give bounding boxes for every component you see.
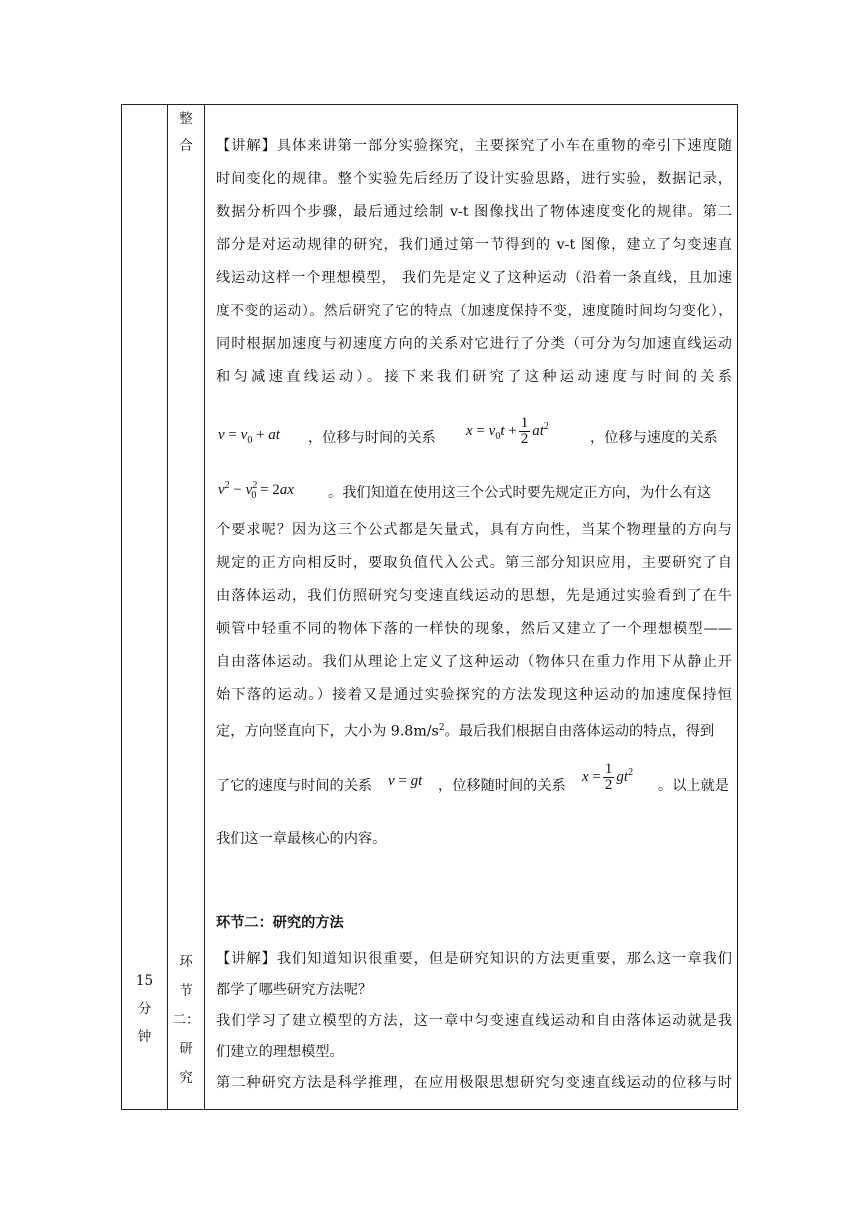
- text-fragment: 定，方向竖直向下，大小为 9.8m/s: [216, 723, 439, 740]
- time-unit-char: 钟: [137, 1029, 152, 1045]
- text-fragment: 。我们知道在使用这三个公式时要先规定正方向，为什么有这: [328, 485, 712, 501]
- text-line: 【讲解】具体来讲第一部分实验探究，主要探究了小车在重物的牵引下速度随: [216, 138, 732, 154]
- text-line: 第二种研究方法是科学推理，在应用极限思想研究匀变速直线运动的位移与时: [216, 1075, 732, 1091]
- text-line: 自由落体运动。我们从理论上定义了这种运动（物体只在重力作用下从静止开: [216, 654, 732, 670]
- text-fragment: ，位移与速度的关系: [590, 430, 718, 446]
- text-line: 我们这一章最核心的内容。: [216, 831, 387, 847]
- stage-char: 节: [179, 983, 193, 999]
- formula-displacement-time: $x = v_0t$ + $\frac{1}{2}$ $at^2$: [466, 415, 549, 447]
- text-fragment: ，位移与时间的关系: [308, 430, 436, 446]
- stage-char: 合: [179, 138, 193, 154]
- text-line: 数据分析四个步骤，最后通过绘制 v-t 图像找出了物体速度变化的规律。第二: [216, 204, 732, 220]
- section-heading: 环节二：研究的方法: [216, 915, 344, 931]
- stage-char: 研: [179, 1041, 193, 1057]
- formula-freefall-velocity: v = gt: [388, 773, 423, 789]
- stage-char: 二：: [172, 1012, 200, 1028]
- text-line: 和匀减速直线运动）。接下来我们研究了这种运动速度与时间的关系: [216, 369, 732, 385]
- methods-paragraph: [216, 944, 732, 1099]
- text-line: 规定的正方向相反时，要取负值代入公式。第三部分知识应用，主要研究了自: [216, 555, 732, 571]
- text-line: 顿管中轻重不同的物体下落的一样快的现象，然后又建立了一个理想模型——: [216, 621, 732, 637]
- text-line: 都学了哪些研究方法呢？: [216, 982, 373, 998]
- time-cell: [122, 967, 167, 1051]
- text-line: 我们学习了建立模型的方法，这一章中匀变速直线运动和自由落体运动就是我: [216, 1013, 732, 1029]
- text-line: [216, 712, 732, 745]
- stage-cell-bottom: [168, 948, 204, 1093]
- superscript: 2: [438, 723, 445, 733]
- text-line: 部分是对运动规律的研究，我们通过第一节得到的 v-t 图像，建立了匀变速直: [216, 237, 732, 253]
- formula-line-1: [216, 416, 732, 460]
- formula-velocity-time: $v = v_0$ + at: [218, 427, 280, 446]
- time-unit-char: 分: [137, 1001, 152, 1017]
- formula-line-3: [216, 762, 732, 806]
- stage-char: 整: [179, 111, 193, 127]
- formula-freefall-displacement: x = $\frac{1}{2}$ $gt^2$: [582, 761, 634, 793]
- text-line: 个要求呢？因为这三个公式都是矢量式，具有方向性，当某个物理量的方向与: [216, 522, 732, 538]
- formula-line-2: [216, 480, 732, 504]
- summary-paragraph: [216, 130, 732, 394]
- stage-cell-top: [168, 106, 204, 160]
- text-fragment: ，位移随时间的关系: [438, 778, 566, 794]
- text-fragment: 。以上就是: [658, 778, 729, 794]
- table-divider-stage: [204, 104, 205, 1110]
- stage-char: 环: [179, 954, 193, 970]
- stage-char: 究: [179, 1070, 193, 1086]
- text-line: 线运动这样一个理想模型， 我们先是定义了这种运动（沿着一条直线，且加速: [216, 270, 732, 286]
- text-fragment: 了它的速度与时间的关系: [216, 778, 373, 794]
- text-line: 始下落的运动。）接着又是通过实验探究的方法发现这种运动的加速度保持恒: [216, 687, 732, 703]
- time-value: 15: [135, 973, 154, 989]
- text-line: 由落体运动，我们仿照研究匀变速直线运动的思想，先是通过实验看到了在牛: [216, 588, 732, 604]
- text-line: 时间变化的规律。整个实验先后经历了设计实验思路，进行实验，数据记录，: [216, 171, 732, 187]
- formula-velocity-displacement: $v^2 - v^2_0 = 2ax$: [218, 480, 294, 501]
- text-line: 度不变的运动）。然后研究了它的特点（加速度保持不变，速度随时间均匀变化），: [216, 303, 732, 319]
- text-line: 同时根据加速度与初速度方向的关系对它进行了分类（可分为匀加速直线运动: [216, 336, 732, 352]
- summary-paragraph-continued: [216, 514, 732, 745]
- text-fragment: 。最后我们根据自由落体运动的特点，得到: [444, 723, 715, 740]
- text-line: 们建立的理想模型。: [216, 1044, 344, 1060]
- text-line: 【讲解】我们知道知识很重要，但是研究知识的方法更重要，那么这一章我们: [216, 951, 732, 967]
